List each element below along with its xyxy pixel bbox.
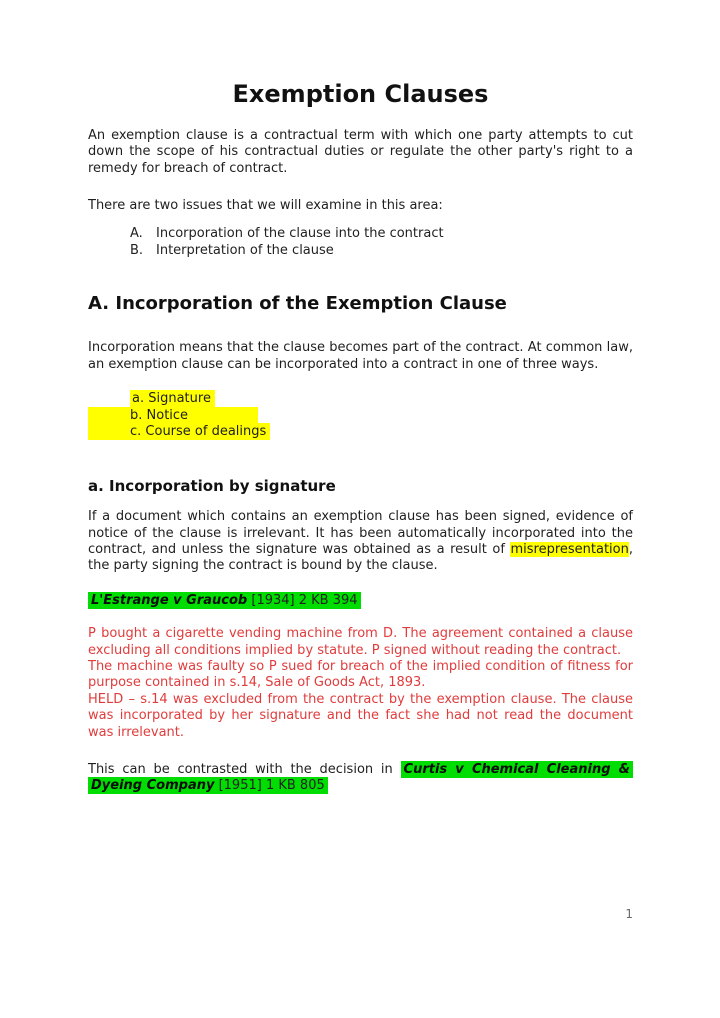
highlighted-case — [88, 592, 361, 609]
list-marker: A. — [130, 226, 143, 242]
list-item — [88, 424, 633, 441]
subsection-signature-heading: a. Incorporation by signature — [88, 476, 336, 495]
case-citation: [1934] 2 KB 394 — [247, 592, 358, 608]
issues-list — [130, 226, 633, 259]
case-citation: [1951] 1 KB 805 — [214, 778, 325, 794]
list-item — [130, 243, 633, 260]
list-marker: B. — [130, 243, 144, 259]
issues-lead-paragraph: There are two issues that we will examine in this area: — [88, 198, 443, 214]
list-text: Interpretation of the clause — [156, 243, 334, 259]
case-name: Curtis v Chemical Cleaning & Dyeing Company — [91, 762, 631, 794]
highlighted-text: c. Course of dealings — [88, 423, 270, 440]
case-name: L'Estrange v Graucob — [91, 592, 248, 608]
case-facts-paragraph: The machine was faulty so P sued for breach of the implied condition of fitness for purpose contained in s.14, Sale of Goods Act, 1893. — [88, 659, 633, 691]
highlighted-text: b. Notice — [88, 407, 258, 424]
list-item — [88, 391, 633, 408]
section-a-heading: A. Incorporation of the Exemption Clause — [88, 292, 507, 314]
case-facts-block — [88, 626, 633, 741]
page-number: 1 — [625, 907, 633, 921]
list-text: Incorporation of the clause into the contract — [156, 226, 444, 242]
signature-paragraph — [88, 509, 633, 575]
paragraph-text: If a document which contains an exemption clause has been signed, evidence of notice of the clause is irrelevant. It has been automatically incorporated into the contract, and unless the signature was obtained as a result of — [88, 509, 633, 558]
case-citation-line — [88, 593, 633, 609]
case-facts-paragraph: P bought a cigarette vending machine from D. The agreement contained a clause excluding all conditions implied by statute. P signed without reading the contract. — [88, 626, 633, 658]
incorporation-ways-list — [88, 391, 633, 441]
highlighted-text: a. Signature — [130, 390, 215, 407]
contrast-paragraph — [88, 762, 633, 795]
section-a-paragraph: Incorporation means that the clause becomes part of the contract. At common law, an exemption clause can be incorporated into a contract in one of three ways. — [88, 340, 633, 372]
list-item — [130, 226, 633, 243]
document-title: Exemption Clauses — [232, 80, 489, 108]
case-held-paragraph: HELD – s.14 was excluded from the contract by the exemption clause. The clause was incorporated by her signature and the fact she had not read the document was irrelevant. — [88, 691, 633, 740]
intro-paragraph: An exemption clause is a contractual term with which one party attempts to cut down the scope of his contractual duties or regulate the other party's right to a remedy for breach of contract. — [88, 127, 633, 176]
paragraph-text: This can be contrasted with the decision in — [88, 762, 401, 778]
paragraph-text: , the party signing the contract is bound by the clause. — [88, 542, 633, 574]
list-item — [88, 408, 633, 425]
highlighted-text: misrepresentation — [510, 542, 629, 558]
